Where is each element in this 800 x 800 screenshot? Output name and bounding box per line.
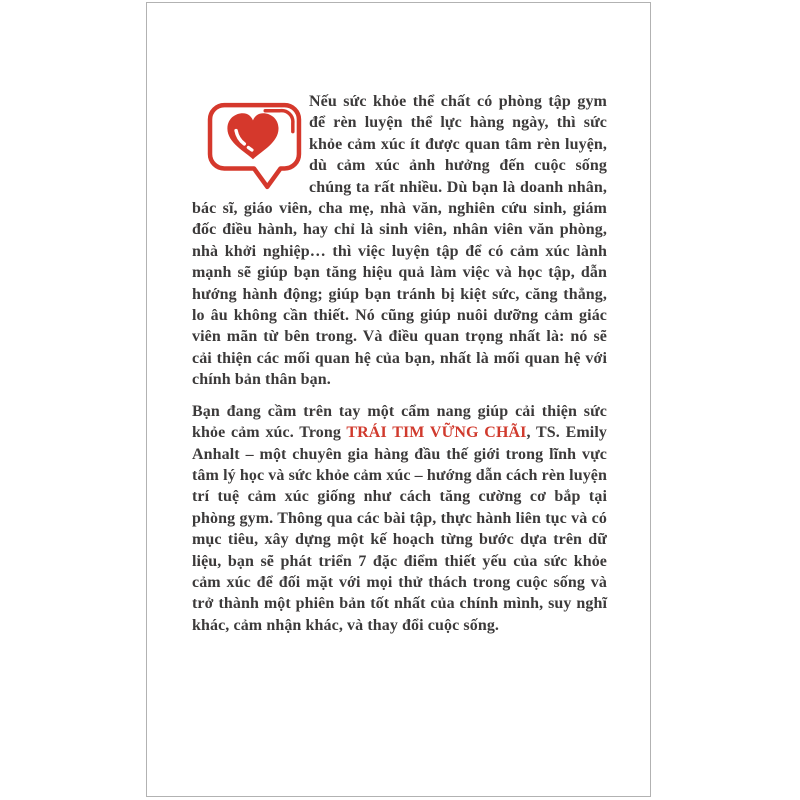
heart-speech-bubble-icon — [192, 91, 309, 189]
book-description — [147, 3, 650, 636]
paragraph-2-rest: , TS. Emily Anhalt – một chuyên gia hàng đầu thế giới trong lĩnh vực tâm lý học và sức khỏe cảm xúc – hướng dẫn cách rèn luyện trí tuệ cảm xúc giống như cách tăng cường cơ bắp tại phòng gym. Thông qua các bài tập, thực hành liên tục và có mục tiêu, xây dựng một kế hoạch từng bước dựa trên dữ liệu, bạn sẽ phát triển 7 đặc điểm thiết yếu của sức khỏe cảm xúc để đối mặt với mọi thử thách trong cuộc sống và trở thành một phiên bản tốt nhất của chính mình, suy nghĩ khác, cảm nhận khác, và thay đổi cuộc sống. — [192, 424, 607, 634]
paragraph-1-text: Nếu sức khỏe thể chất có phòng tập gym để rèn luyện thể lực hàng ngày, thì sức khỏe cảm xúc ít được quan tâm rèn luyện, dù cảm xúc ảnh hưởng đến cuộc sống chúng ta rất nhiều. Dù bạn là doanh nhân, bác sĩ, giáo viên, cha mẹ, nhà văn, nghiên cứu sinh, giám đốc điều hành, hay chỉ là sinh viên, nhân viên văn phòng, nhà khởi nghiệp… thì việc luyện tập để có cảm xúc lành mạnh sẽ giúp bạn tăng hiệu quả làm việc và học tập, dẫn hướng hành động; giúp bạn tránh bị kiệt sức, căng thẳng, lo âu không cần thiết. Nó cũng giúp nuôi dưỡng cảm giác viên mãn từ bên trong. Và điều quan trọng nhất là: nó sẽ cải thiện các mối quan hệ của bạn, nhất là mối quan hệ với chính bản thân bạn. — [192, 93, 607, 389]
book-page — [146, 2, 651, 797]
book-title: TRÁI TIM VỮNG CHÃI — [346, 424, 527, 442]
paragraph-2-lead: Bạn đang cầm trên tay một cẩm nang giúp cải thiện sức khỏe cảm xúc. Trong — [192, 402, 607, 442]
description-paragraph-2 — [192, 401, 607, 636]
